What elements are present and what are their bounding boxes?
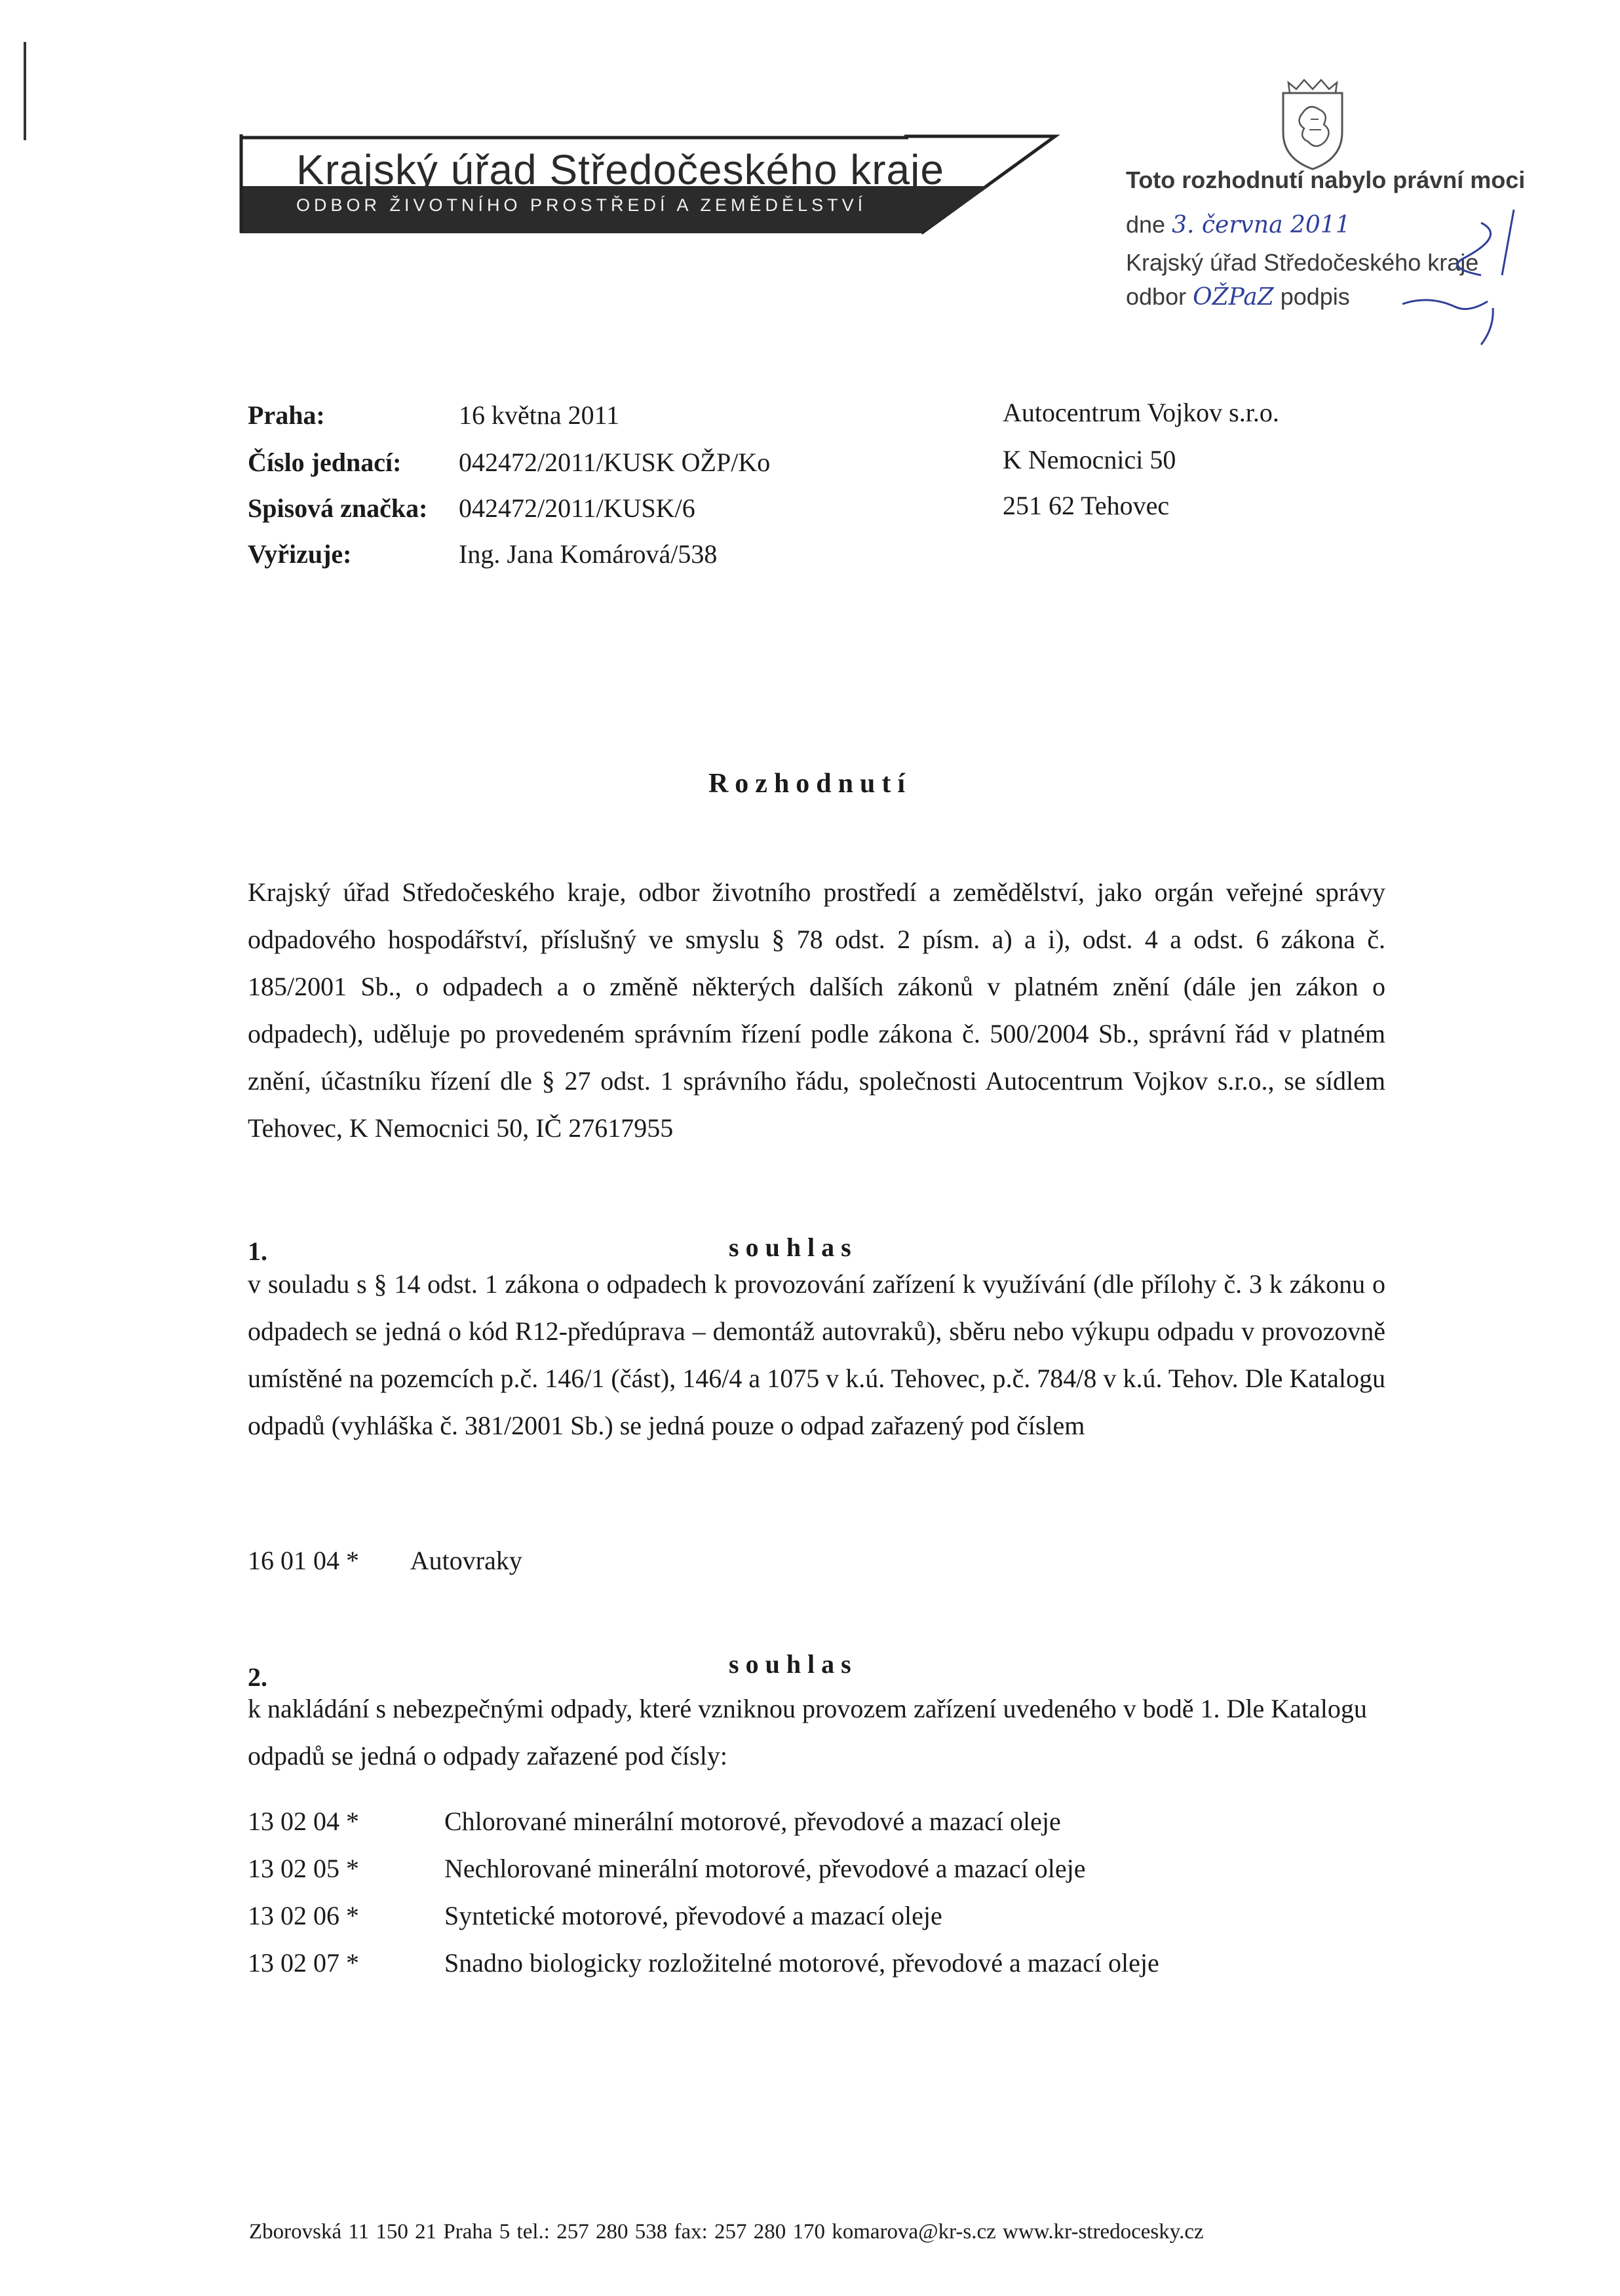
reference-number: 042472/2011/KUSK OŽP/Ko — [459, 448, 771, 477]
section-1-number: 1. — [248, 1236, 267, 1266]
stamp-dept-prefix: odbor — [1126, 283, 1187, 310]
intro-paragraph: Krajský úřad Středočeského kraje, odbor životního prostředí a zemědělství, jako orgán veřejné správy odpadového hospodářství, příslušný ve smyslu § 78 odst. 2 písm. a) a i), odst. 4 a odst. 6 zákona č. 185/2001 Sb., o odpadech a o změně některých dalších zákonů v platném znění (dále jen zákon o odpadech), uděluje po provedeném správním řízení podle zákona č. 500/2004 Sb., správní řád v platném znění, účastníku řízení dle § 27 odst. 1 správního řádu, společnosti Autocentrum Vojkov s.r.o., se sídlem Tehovec, K Nemocnici 50, IČ 27617955 — [248, 877, 1385, 1143]
stamp-date-prefix: dne — [1126, 211, 1166, 238]
waste-name: Syntetické motorové, převodové a mazací oleje — [444, 1901, 942, 1930]
stamp-dept-value: OŽPaZ — [1193, 284, 1274, 311]
letterhead-left-rule — [239, 134, 245, 233]
waste-name: Chlorované minerální motorové, převodové a mazací oleje — [444, 1807, 1061, 1836]
praha-label: Praha: — [248, 400, 325, 430]
handled-by: Ing. Jana Komárová/538 — [459, 539, 718, 569]
stamp-title: Toto rozhodnutí nabylo právní moci — [1126, 166, 1526, 193]
footer-contact: Zborovská 11 150 21 Praha 5 tel.: 257 280 538 fax: 257 280 170 komarova@kr-s.cz www.kr-stredocesky.cz — [249, 2220, 1204, 2244]
list-item — [248, 1900, 1401, 1947]
letterhead-title: Krajský úřad Středočeského kraje — [296, 146, 944, 193]
letterhead-subtitle: ODBOR ŽIVOTNÍHO PROSTŘEDÍ A ZEMĚDĚLSTVÍ — [296, 195, 867, 215]
file-mark: 042472/2011/KUSK/6 — [459, 493, 695, 523]
section-2-text: k nakládání s nebezpečnými odpady, které vzniknou provozem zařízení uvedeného v bodě 1. Dle Katalogu odpadů se jedná o odpady zařazené pod čísly: — [248, 1694, 1367, 1770]
stamp-office: Krajský úřad Středočeského kraje — [1126, 249, 1479, 276]
waste-name: Nechlorované minerální motorové, převodové a mazací oleje — [444, 1854, 1086, 1883]
reference-number-label: Číslo jednací: — [248, 448, 402, 477]
recipient-street: K Nemocnici 50 — [1003, 445, 1176, 474]
list-item — [248, 1947, 1401, 1995]
recipient-name: Autocentrum Vojkov s.r.o. — [1003, 398, 1279, 427]
waste-code: 13 02 06 * — [248, 1901, 359, 1930]
recipient-city: 251 62 Tehovec — [1003, 491, 1170, 520]
handled-by-label: Vyřizuje: — [248, 539, 352, 569]
coat-of-arms-icon — [1270, 73, 1355, 172]
stamp-date-value: 3. června 2011 — [1172, 212, 1351, 239]
stamp-sign-prefix: podpis — [1280, 283, 1350, 310]
waste-code: 13 02 05 * — [248, 1854, 359, 1883]
waste-code: 13 02 07 * — [248, 1948, 359, 1978]
list-item — [248, 1853, 1401, 1900]
section-1-heading: souhlas — [729, 1233, 858, 1262]
section-1-text: v souladu s § 14 odst. 1 zákona o odpadech k provozování zařízení k využívání (dle přílohy č. 3 k zákonu o odpadech se jedná o kód R12-předúprava – demontáž autovraků), sběru nebo výkupu odpadu v provozovně umístěné na pozemcích p.č. 146/1 (část), 146/4 a 1075 v k.ú. Tehovec, p.č. 784/8 v k.ú. Tehov. Dle Katalogu odpadů (vyhláška č. 381/2001 Sb.) se jedná pouze o odpad zařazený pod číslem — [248, 1269, 1385, 1440]
list-item — [248, 1806, 1401, 1853]
waste-name: Autovraky — [410, 1546, 522, 1575]
section-1-waste-row — [248, 1545, 522, 1576]
waste-code: 13 02 04 * — [248, 1807, 359, 1836]
waste-code: 16 01 04 * — [248, 1546, 359, 1575]
document-title: Rozhodnutí — [708, 769, 912, 799]
scan-margin-mark — [24, 42, 26, 140]
praha-date: 16 května 2011 — [459, 400, 620, 430]
handwritten-signature-icon — [1232, 197, 1533, 354]
waste-name: Snadno biologicky rozložitelné motorové, převodové a mazací oleje — [444, 1948, 1159, 1978]
letterhead-top-rule — [240, 134, 908, 141]
waste-list — [248, 1806, 1401, 1995]
file-mark-label: Spisová značka: — [248, 493, 428, 523]
section-2-heading: souhlas — [729, 1649, 858, 1679]
section-2-number: 2. — [248, 1662, 267, 1692]
